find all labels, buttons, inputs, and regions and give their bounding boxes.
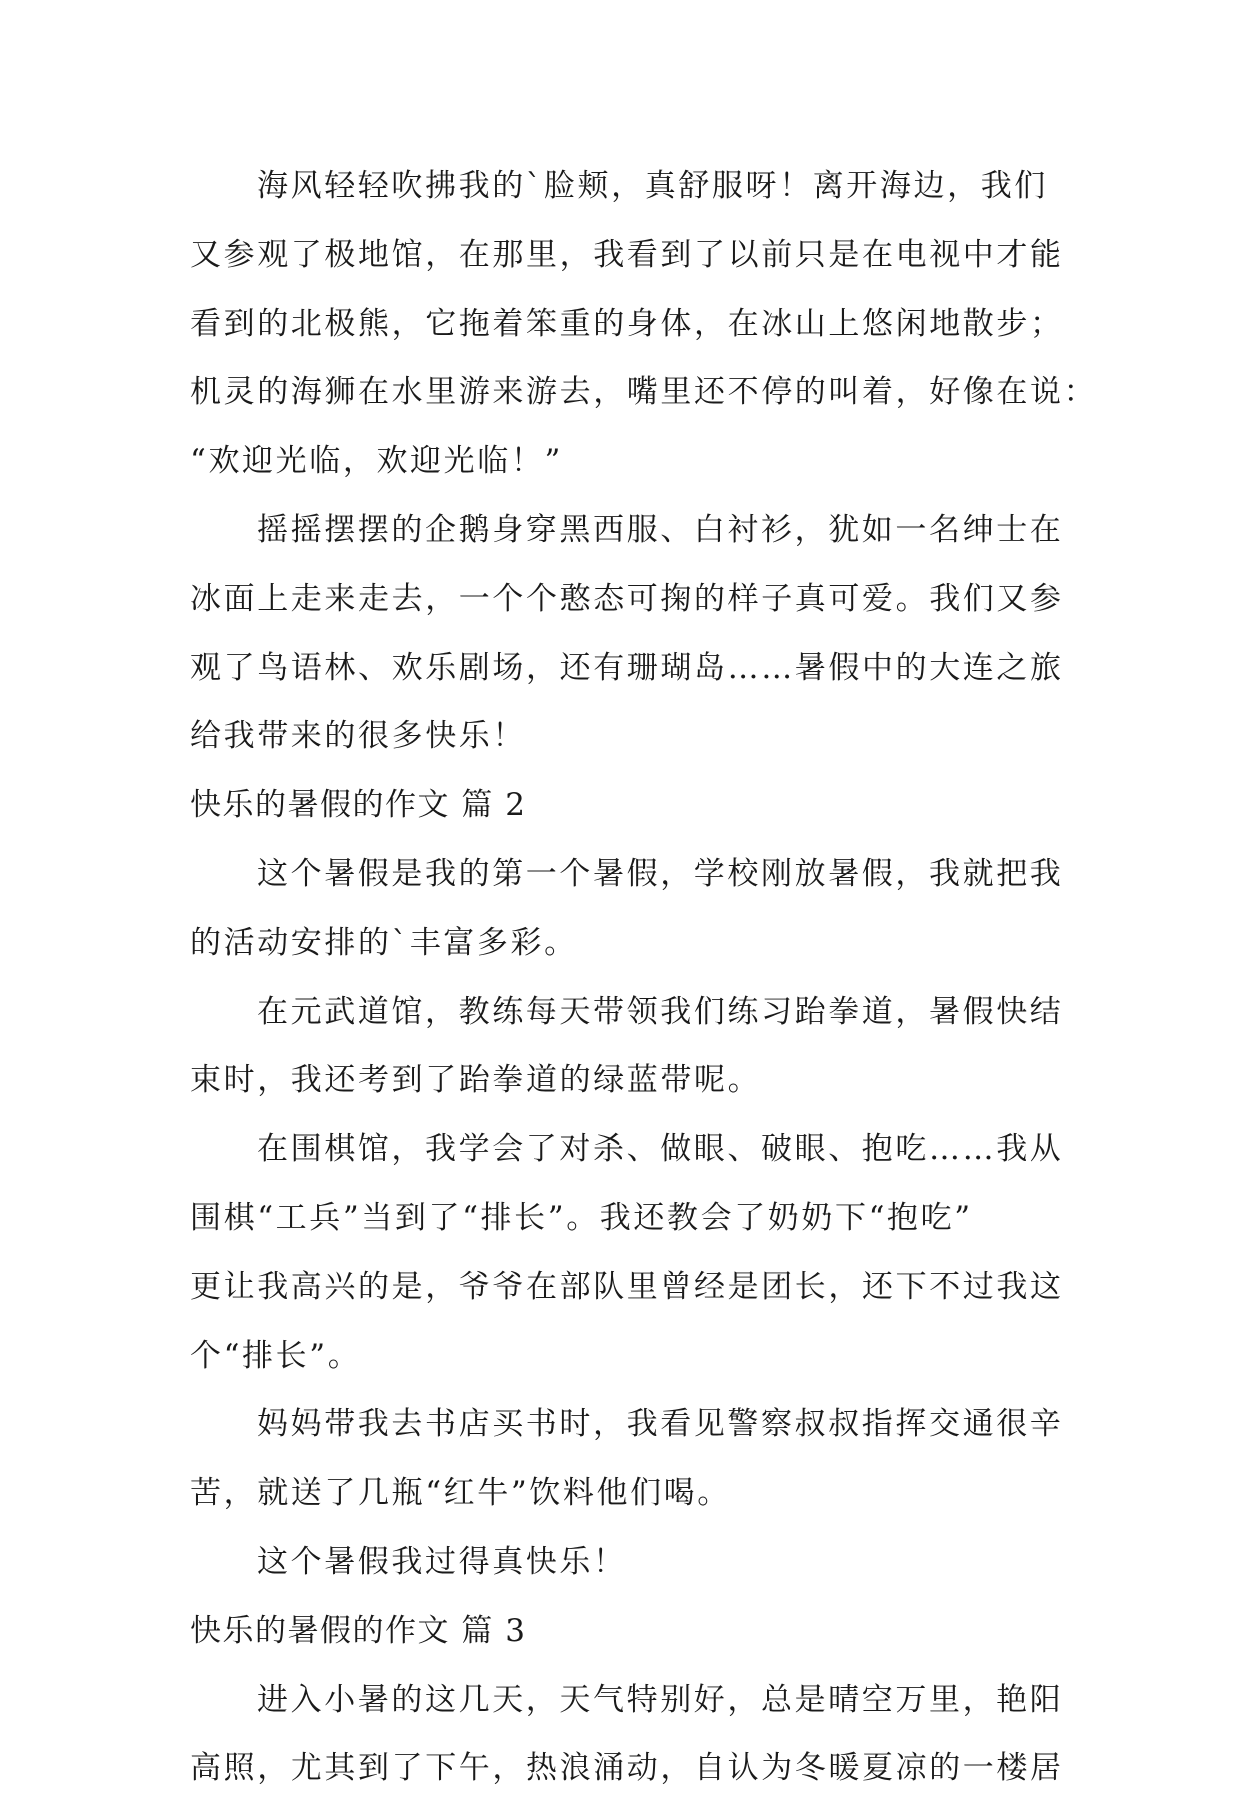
text-line: 妈妈带我去书店买书时，我看见警察叔叔指挥交通很辛: [257, 1406, 1064, 1443]
text-line: 进入小暑的这几天，天气特别好，总是晴空万里，艳阳: [257, 1681, 1064, 1718]
text-line: “欢迎光临，欢迎光临！”: [190, 443, 563, 480]
text-line: 高照，尤其到了下午，热浪涌动，自认为冬暖夏凉的一楼居: [190, 1750, 1064, 1787]
text-line: 束时，我还考到了跆拳道的绿蓝带呢。: [190, 1062, 762, 1099]
text-line: 的活动安排的`丰富多彩。: [190, 924, 578, 961]
text-line: 给我带来的很多快乐！: [190, 718, 526, 755]
text-line: 这个暑假我过得真快乐！: [257, 1543, 627, 1580]
text-line: 观了鸟语林、欢乐剧场，还有珊瑚岛……暑假中的大连之旅: [190, 649, 1064, 686]
text-line: 这个暑假是我的第一个暑假，学校刚放暑假，我就把我: [257, 855, 1064, 892]
text-line: 在围棋馆，我学会了对杀、做眼、破眼、抱吃……我从: [257, 1131, 1064, 1168]
section-heading: 快乐的暑假的作文 篇 2: [190, 787, 527, 824]
text-line: 机灵的海狮在水里游来游去，嘴里还不停的叫着，好像在说：: [190, 374, 1098, 411]
text-line: 冰面上走来走去，一个个憨态可掬的样子真可爱。我们又参: [190, 580, 1064, 617]
text-line: 个“排长”。: [190, 1337, 362, 1374]
text-line: 苦，就送了几瓶“红牛”饮料他们喝。: [190, 1475, 731, 1512]
section-heading: 快乐的暑假的作文 篇 3: [190, 1612, 527, 1649]
document-body: [190, 152, 1098, 1803]
text-line: 围棋“工兵”当到了“排长”。我还教会了奶奶下“抱吃”: [190, 1199, 973, 1236]
text-line: 又参观了极地馆，在那里，我看到了以前只是在电视中才能: [190, 236, 1064, 273]
text-line: 看到的北极熊，它拖着笨重的身体，在冰山上悠闲地散步；: [190, 305, 1064, 342]
text-line: 海风轻轻吹拂我的`脸颊，真舒服呀！离开海边，我们: [257, 168, 1048, 204]
text-line: 在元武道馆，教练每天带领我们练习跆拳道，暑假快结: [257, 993, 1064, 1030]
text-line: 更让我高兴的是，爷爷在部队里曾经是团长，还下不过我这: [190, 1268, 1064, 1305]
text-line: 摇摇摆摆的企鹅身穿黑西服、白衬衫，犹如一名绅士在: [257, 511, 1064, 548]
